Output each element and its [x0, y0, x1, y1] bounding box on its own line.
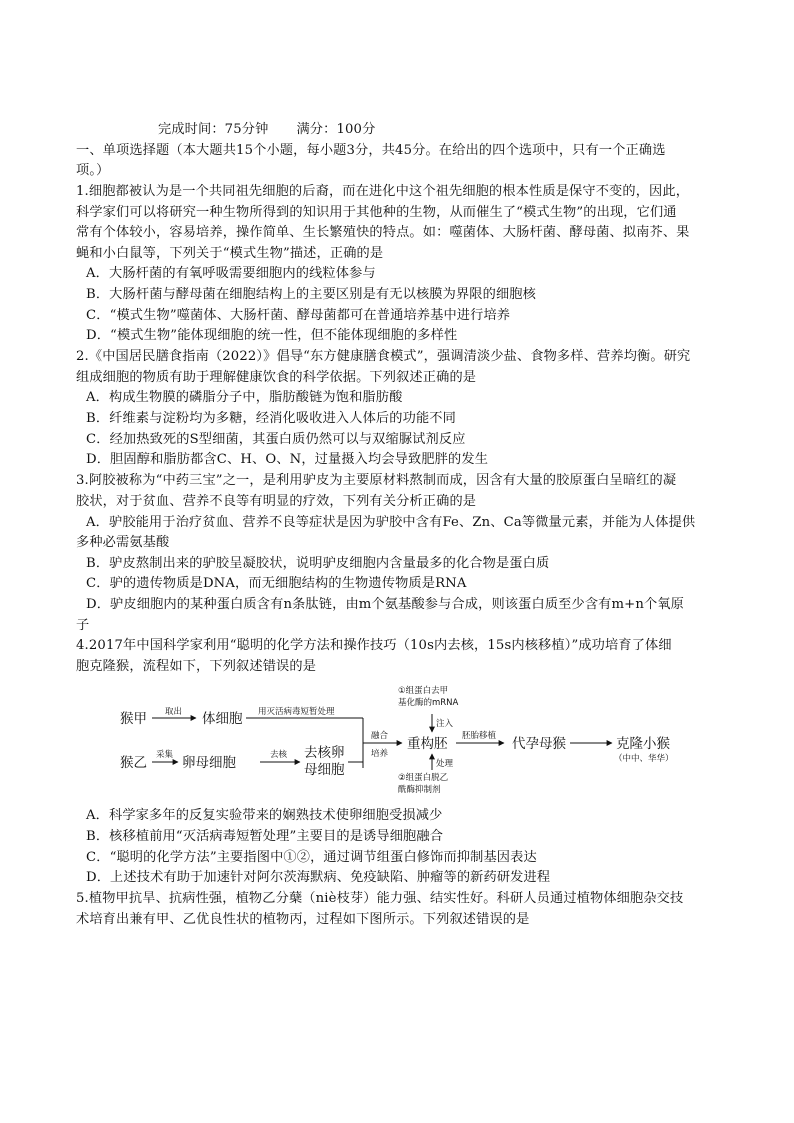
q3-option-d-cont: 子 [76, 618, 90, 633]
q1-stem-line: 科学家们可以将研究一种生物所得到的知识用于其他种的生物，从而催生了“模式生物”的出现，它们通 [76, 205, 677, 220]
q3-option-a: A．驴胶能用于治疗贫血、营养不良等症状是因为驴胶中含有Fe、Zn、Ca等微量元素，并能为人体提供 [86, 515, 696, 530]
q3-option-b: B．驴皮熬制出来的驴胶呈凝胶状，说明驴皮细胞内含量最多的化合物是蛋白质 [86, 556, 550, 571]
enzyme-mrna-label: ①组蛋白去甲 [398, 686, 449, 696]
q1-stem-line: 常有个体较小，容易培养，操作简单、生长繁殖快的特点。如：噬菌体、大肠杆菌、酵母菌、拟南芥、果 [76, 225, 690, 240]
section-heading: 一、单项选择题（本大题共15个小题，每小题3分，共45分。在给出的四个选项中，只有一个正确选 [76, 143, 666, 158]
enucleated-oocyte-label-cont: 母细胞 [304, 762, 345, 778]
cloning-flow-diagram [120, 684, 680, 796]
fusion-label: 融合 [371, 731, 389, 741]
virus-treatment-label: 用灭活病毒短暂处理 [258, 707, 335, 717]
q2-option-d: D．胆固醇和脂肪都含C、H、O、N，过量摄入均会导致肥胖的发生 [86, 452, 489, 467]
reconstructed-embryo-label: 重构胚 [407, 736, 448, 752]
q5-stem-line: 术培育出兼有甲、乙优良性状的植物丙，过程如下图所示。下列叙述错误的是 [76, 912, 530, 927]
q1-option-c: C．“模式生物”噬菌体、大肠杆菌、酵母菌都可在普通培养基中进行培养 [86, 308, 511, 323]
treat-label: 处理 [436, 759, 454, 769]
q4-stem-line: 胞克隆猴，流程如下，下列叙述错误的是 [76, 659, 317, 674]
q4-option-b: B．核移植前用“灭活病毒短暂处理”主要目的是诱导细胞融合 [86, 829, 444, 844]
inject-label: 注入 [436, 719, 454, 729]
oocyte-label: 卵母细胞 [182, 755, 236, 771]
culture-label: 培养 [371, 749, 389, 759]
full-score: 满分：100分 [296, 122, 376, 137]
enucleated-oocyte-label: 去核卵 [304, 745, 345, 761]
q2-stem-line: 组成细胞的物质有助于理解健康饮食的科学依据。下列叙述正确的是 [76, 370, 477, 385]
monkey-b-label: 猴乙 [120, 755, 147, 771]
q3-stem-line: 3.阿胶被称为“中药三宝”之一，是利用驴皮为主要原材料熬制而成，因含有大量的胶原蛋白呈暗红的凝 [76, 473, 677, 488]
section-heading-cont: 项。） [76, 163, 110, 178]
q1-option-d: D．“模式生物”能体现细胞的统一性，但不能体现细胞的多样性 [86, 328, 458, 343]
q3-option-d: D．驴皮细胞内的某种蛋白质含有n条肽链，由m个氨基酸参与合成，则该蛋白质至少含有m+n个氧原 [86, 597, 685, 612]
embryo-transfer-label: 胚胎移植 [462, 731, 497, 741]
cloned-monkey-names: （中中、华华） [614, 754, 674, 764]
q4-option-a: A．科学家多年的反复实验带来的娴熟技术使卵细胞受损减少 [86, 808, 443, 823]
q4-option-c: C．“聪明的化学方法”主要指图中①②，通过调节组蛋白修饰而抑制基因表达 [86, 850, 537, 865]
cloned-monkey-label: 克隆小猴 [616, 736, 670, 752]
q2-option-a: A．构成生物膜的磷脂分子中，脂肪酸链为饱和脂肪酸 [86, 390, 403, 405]
surrogate-monkey-label: 代孕母猴 [512, 736, 566, 752]
time-limit: 完成时间：75分钟 [158, 122, 269, 137]
somatic-cell-label: 体细胞 [202, 711, 243, 727]
enucleate-label: 去核 [270, 750, 288, 760]
q4-stem-line: 4.2017年中国科学家利用“聪明的化学方法和操作技巧（10s内去核，15s内核移植）”成功培育了体细 [76, 638, 672, 653]
q1-option-b: B．大肠杆菌与酵母菌在细胞结构上的主要区别是有无以核膜为界限的细胞核 [86, 287, 536, 302]
monkey-a-label: 猴甲 [120, 711, 147, 727]
q3-stem-line: 胶状，对于贫血、营养不良等有明显的疗效，下列有关分析正确的是 [76, 494, 477, 509]
take-label: 取出 [165, 707, 183, 717]
q1-stem-line: 1.细胞都被认为是一个共同祖先细胞的后裔，而在进化中这个祖先细胞的根本性质是保守不变的，因此， [76, 184, 690, 199]
exam-header [158, 120, 794, 140]
q2-option-c: C．经加热致死的S型细菌，其蛋白质仍然可以与双缩脲试剂反应 [86, 432, 466, 447]
enzyme-mrna-label-cont: 基化酶的mRNA [398, 698, 459, 708]
q4-option-d: D．上述技术有助于加速针对阿尔茨海默病、免疫缺陷、肿瘤等的新药研发进程 [86, 870, 551, 885]
inhibitor-label-cont: 酰酶抑制剂 [398, 785, 441, 795]
inhibitor-label: ②组蛋白脱乙 [398, 773, 449, 783]
q1-option-a: A．大肠杆菌的有氧呼吸需要细胞内的线粒体参与 [86, 266, 376, 281]
q2-stem-line: 2.《中国居民膳食指南（2022）》倡导“东方健康膳食模式”，强调清淡少盐、食物多样、营养均衡。研究 [76, 349, 691, 364]
q3-option-a-cont: 多种必需氨基酸 [76, 535, 170, 550]
q5-stem-line: 5.植物甲抗旱、抗病性强，植物乙分蘖（niè枝芽）能力强、结实性好。科研人员通过植物体细胞杂交技 [76, 891, 684, 906]
q1-stem-line: 蝇和小白鼠等，下列关于“模式生物”描述，正确的是 [76, 246, 384, 261]
collect-label: 采集 [156, 750, 174, 760]
q2-option-b: B．纤维素与淀粉均为多糖，经消化吸收进入人体后的功能不同 [86, 411, 456, 426]
q3-option-c: C．驴的遗传物质是DNA，而无细胞结构的生物遗传物质是RNA [86, 576, 467, 591]
